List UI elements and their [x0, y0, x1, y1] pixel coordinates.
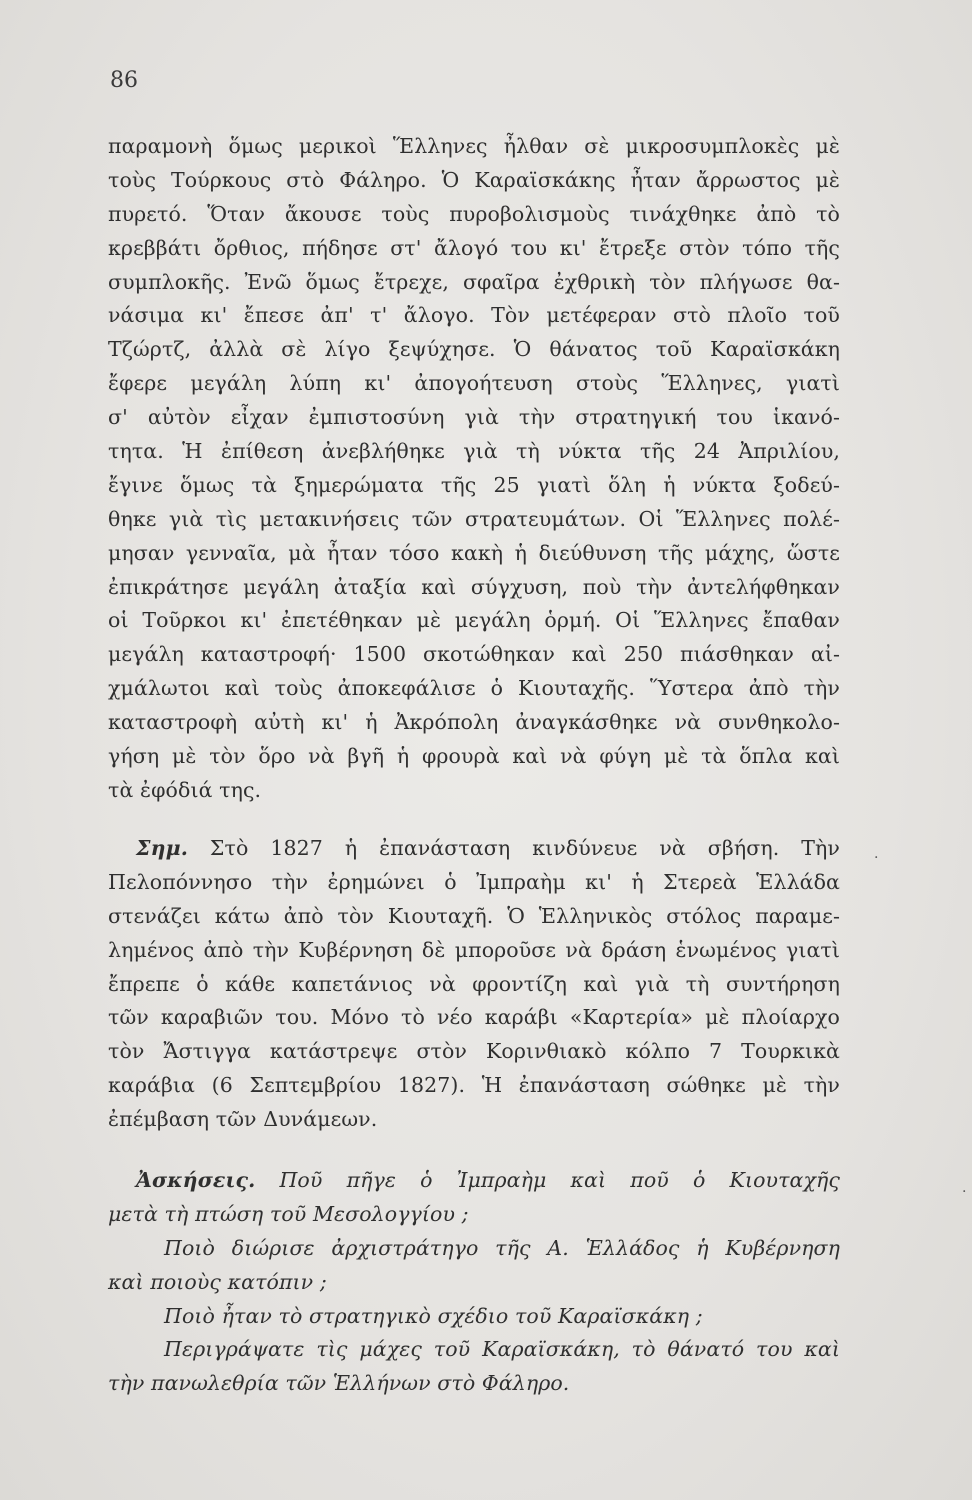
note-first-line — [108, 832, 840, 866]
print-mark: . — [874, 846, 879, 862]
text-line: θηκε γιὰ τὶς μετακινήσεις τῶν στρατευμάτων. Οἱ Ἕλληνες πολέ- — [108, 506, 840, 531]
text-line: παραμονὴ ὅμως μερικοὶ Ἕλληνες ἦλθαν σὲ μικροσυμπλοκὲς μὲ — [108, 134, 840, 158]
exercise-line: καὶ ποιοὺς κατόπιν ; — [108, 1269, 327, 1294]
exercises-first-line-text: Ποῦ πῆγε ὁ Ἰμπραὴμ καὶ ποῦ ὁ Κιουταχῆς — [279, 1168, 840, 1192]
page-number: 86 — [110, 68, 138, 93]
note-line: ἔπρεπε ὁ κάθε καπετάνιος νὰ φροντίζη καὶ γιὰ τὴ συντήρηση — [108, 971, 840, 996]
note-line: τῶν καραβιῶν του. Μόνο τὸ νέο καράβι «Καρτερία» μὲ πλοίαρχο — [108, 1005, 840, 1030]
note-line: λημένος ἀπὸ τὴν Κυβέρνηση δὲ μποροῦσε νὰ δράση ἑνωμένος γιατὶ — [108, 937, 840, 962]
exercise-line: Ποιὸ διώρισε ἀρχιστράτηγο τῆς Α. Ἑλλάδος ἡ Κυβέρνηση — [164, 1235, 840, 1260]
text-line: πυρετό. Ὅταν ἄκουσε τοὺς πυροβολισμοὺς τινάχθηκε ἀπὸ τὸ — [108, 201, 840, 226]
text-line: ἔγινε ὅμως τὰ ξημερώματα τῆς 25 γιατὶ ὅλη ἡ νύκτα ξοδεύ- — [108, 472, 840, 497]
exercise-line: τὴν πανωλεθρία τῶν Ἑλλήνων στὸ Φάληρο. — [108, 1371, 570, 1396]
text-line: Τζώρτζ, ἀλλὰ σὲ λίγο ξεψύχησε. Ὁ θάνατος τοῦ Καραϊσκάκη — [108, 337, 840, 362]
exercise-line: Περιγράψατε τὶς μάχες τοῦ Καραϊσκάκη, τὸ θάνατό του καὶ — [164, 1337, 840, 1362]
note-label: Σημ. — [136, 836, 188, 860]
note-line: καράβια (6 Σεπτεμβρίου 1827). Ἡ ἐπανάσταση σώθηκε μὲ τὴν — [108, 1073, 840, 1098]
text-line: νάσιμα κι' ἔπεσε ἀπ' τ' ἄλογο. Τὸν μετέφεραν στὸ πλοῖο τοῦ — [108, 303, 840, 328]
text-line: συμπλοκῆς. Ἐνῶ ὅμως ἔτρεχε, σφαῖρα ἐχθρικὴ τὸν πλήγωσε θα- — [108, 269, 840, 294]
text-line: χμάλωτοι καὶ τοὺς ἀποκεφάλισε ὁ Κιουταχῆς. Ὕστερα ἀπὸ τὴν — [108, 676, 840, 701]
text-line: κρεββάτι ὄρθιος, πήδησε στ' ἄλογό του κι' ἔτρεξε στὸν τόπο τῆς — [108, 235, 840, 260]
text-line: καταστροφὴ αὐτὴ κι' ἡ Ἀκρόπολη ἀναγκάσθηκε νὰ συνθηκολο- — [108, 710, 840, 735]
main-paragraph — [108, 130, 840, 808]
exercises-first-line — [108, 1164, 840, 1198]
text-line: οἱ Τοῦρκοι κι' ἐπετέθηκαν μὲ μεγάλη ὁρμή. Οἱ Ἕλληνες ἔπαθαν — [108, 608, 840, 633]
text-line: γήση μὲ τὸν ὅρο νὰ βγῆ ἡ φρουρὰ καὶ νὰ φύγη μὲ τὰ ὅπλα καὶ — [108, 744, 840, 769]
text-line: μησαν γενναῖα, μὰ ἦταν τόσο κακὴ ἡ διεύθυνση τῆς μάχης, ὥστε — [108, 540, 840, 565]
note-first-line-text: Στὸ 1827 ἡ ἐπανάσταση κινδύνευε νὰ σβήση. Τὴν — [209, 836, 840, 860]
text-line: μεγάλη καταστροφή· 1500 σκοτώθηκαν καὶ 250 πιάσθηκαν αἰ- — [108, 642, 840, 667]
exercises-label: Ἀσκήσεις. — [136, 1168, 256, 1192]
text-line: ἐπικράτησε μεγάλη ἀταξία καὶ σύγχυση, ποὺ τὴν ἀντελήφθηκαν — [108, 574, 840, 599]
text-line: τητα. Ἡ ἐπίθεση ἀνεβλήθηκε γιὰ τὴ νύκτα τῆς 24 Ἀπριλίου, — [108, 439, 840, 464]
text-line: ἔφερε μεγάλη λύπη κι' ἀπογοήτευση στοὺς Ἕλληνες, γιατὶ — [108, 371, 840, 396]
print-mark: . — [962, 1180, 967, 1196]
note-line: στενάζει κάτω ἀπὸ τὸν Κιουταχῆ. Ὁ Ἑλληνικὸς στόλος παραμε- — [108, 903, 840, 928]
text-line: τοὺς Τούρκους στὸ Φάληρο. Ὁ Καραϊσκάκης ἦταν ἄρρωστος μὲ — [108, 167, 840, 192]
exercise-line: μετὰ τὴ πτώση τοῦ Μεσολογγίου ; — [108, 1201, 469, 1226]
exercise-line: Ποιὸ ἦταν τὸ στρατηγικὸ σχέδιο τοῦ Καραϊσκάκη ; — [164, 1303, 703, 1328]
note-line: τὸν Ἄστιγγα κατάστρεψε στὸν Κορινθιακὸ κόλπο 7 Τουρκικὰ — [108, 1039, 840, 1064]
note-line: Πελοπόννησο τὴν ἐρημώνει ὁ Ἰμπραὴμ κι' ἡ Στερεὰ Ἑλλάδα — [108, 869, 840, 894]
note-line: ἐπέμβαση τῶν Δυνάμεων. — [108, 1107, 378, 1132]
text-line: τὰ ἐφόδιά της. — [108, 777, 262, 802]
note-paragraph — [108, 832, 840, 1137]
exercises-section — [108, 1164, 840, 1401]
text-line: σ' αὐτὸν εἶχαν ἐμπιστοσύνη γιὰ τὴν στρατηγική του ἱκανό- — [108, 405, 840, 430]
